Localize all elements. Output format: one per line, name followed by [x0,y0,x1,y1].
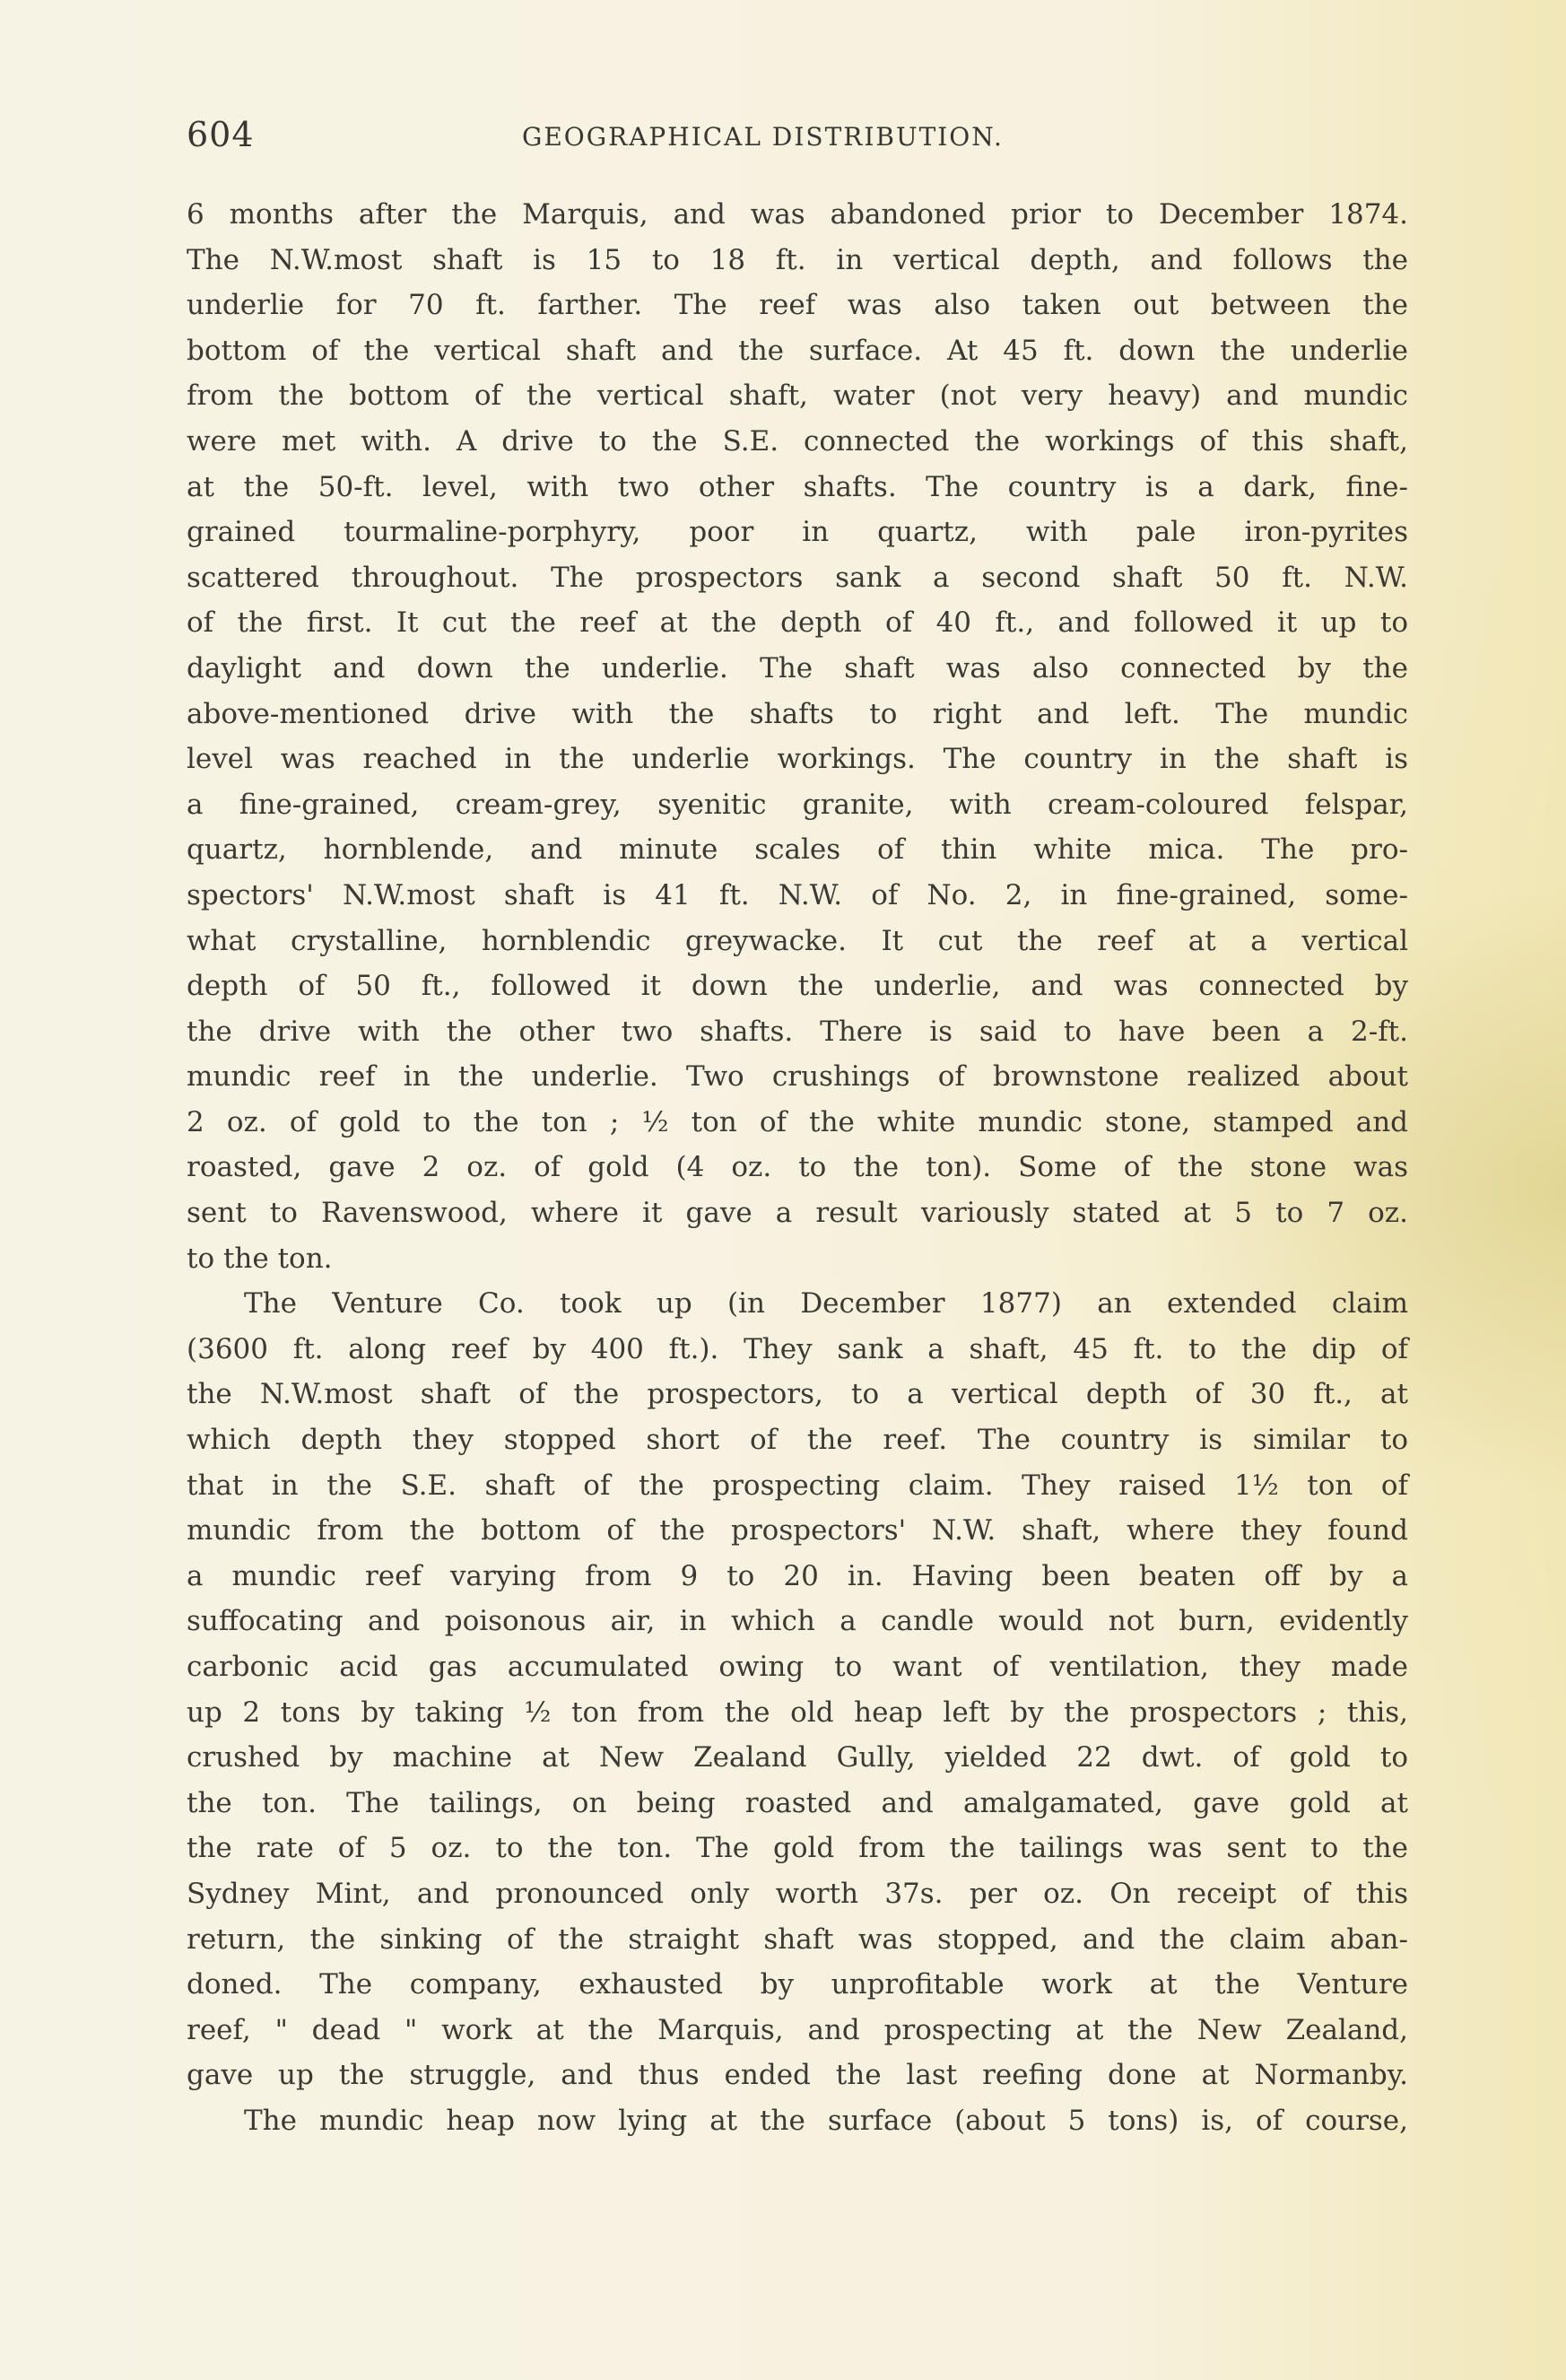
text-line: a mundic reef varying from 9 to 20 in. Having been beaten off by a [187,1559,1408,1592]
running-title: GEOGRAPHICAL DISTRIBUTION. [522,122,1004,152]
text-line: what crystalline, hornblendic greywacke. It cut the reef at a vertical [187,924,1408,957]
text-line: suffocating and poisonous air, in which a candle would not burn, evidently [187,1605,1408,1638]
text-line: scattered throughout. The prospectors sank a second shaft 50 ft. N.W. [187,561,1408,594]
text-line: mundic reef in the underlie. Two crushings of brownstone realized about [187,1060,1408,1094]
text-line: up 2 tons by taking ½ ton from the old heap left by the prospectors ; this, [187,1696,1408,1729]
text-line: the drive with the other two shafts. There is said to have been a 2-ft. [187,1015,1408,1048]
text-line: the N.W.most shaft of the prospectors, to a vertical depth of 30 ft., at [187,1378,1408,1411]
text-line: the ton. The tailings, on being roasted and amalgamated, gave gold at [187,1786,1408,1819]
text-line: level was reached in the underlie workings. The country in the shaft is [187,743,1408,776]
text-line: (3600 ft. along reef by 400 ft.). They sank a shaft, 45 ft. to the dip of [187,1332,1408,1365]
text-line: underlie for 70 ft. farther. The reef was also taken out between the [187,289,1408,322]
text-line: return, the sinking of the straight shaft was stopped, and the claim aban- [187,1922,1408,1956]
text-line: roasted, gave 2 oz. of gold (4 oz. to the ton). Some of the stone was [187,1151,1408,1184]
text-line: which depth they stopped short of the reef. The country is similar to [187,1424,1408,1457]
text-line: quartz, hornblende, and minute scales of thin white mica. The pro- [187,833,1408,867]
text-line: the rate of 5 oz. to the ton. The gold from the tailings was sent to the [187,1832,1408,1865]
text-line: of the first. It cut the reef at the depth of 40 ft., and followed it up to [187,606,1408,640]
text-line: daylight and down the underlie. The shaft was also connected by the [187,651,1408,684]
text-line: sent to Ravenswood, where it gave a result variously stated at 5 to 7 oz. [187,1197,1408,1230]
text-line: Sydney Mint, and pronounced only worth 37s. per oz. On receipt of this [187,1877,1408,1910]
text-line: 6 months after the Marquis, and was abandoned prior to December 1874. [187,198,1408,231]
text-line: spectors' N.W.most shaft is 41 ft. N.W. of No. 2, in fine-grained, some- [187,878,1408,911]
text-line: 2 oz. of gold to the ton ; ½ ton of the white mundic stone, stamped and [187,1105,1408,1138]
text-line: above-mentioned drive with the shafts to right and left. The mundic [187,697,1408,730]
text-line: grained tourmaline-porphyry, poor in quartz, with pale iron-pyrites [187,516,1408,549]
text-line: reef, " dead " work at the Marquis, and prospecting at the New Zealand, [187,2013,1408,2046]
text-line: mundic from the bottom of the prospectors' N.W. shaft, where they found [187,1514,1408,1547]
text-line: at the 50-ft. level, with two other shafts. The country is a dark, fine- [187,470,1408,503]
text-line: depth of 50 ft., followed it down the underlie, and was connected by [187,970,1408,1003]
page-number: 604 [187,115,255,154]
text-line: crushed by machine at New Zealand Gully, yielded 22 dwt. of gold to [187,1741,1408,1774]
text-line: gave up the struggle, and thus ended the last reefing done at Normanby. [187,2059,1408,2092]
text-line: bottom of the vertical shaft and the surface. At 45 ft. down the underlie [187,334,1408,367]
text-line: doned. The company, exhausted by unprofitable work at the Venture [187,1968,1408,2001]
text-line: were met with. A drive to the S.E. connected the workings of this shaft, [187,424,1408,458]
text-line: The mundic heap now lying at the surface (about 5 tons) is, of course, [244,2104,1408,2137]
text-line: to the ton. [187,1242,333,1275]
text-line: a fine-grained, cream-grey, syenitic granite, with cream-coloured felspar, [187,788,1408,821]
text-line: from the bottom of the vertical shaft, water (not very heavy) and mundic [187,379,1408,413]
text-line: The N.W.most shaft is 15 to 18 ft. in vertical depth, and follows the [187,243,1408,276]
text-line: The Venture Co. took up (in December 1877) an extended claim [244,1287,1408,1321]
running-header [187,115,1424,165]
text-line: that in the S.E. shaft of the prospecting claim. They raised 1½ ton of [187,1469,1408,1502]
text-line: carbonic acid gas accumulated owing to want of ventilation, they made [187,1651,1408,1683]
body-text [187,192,1408,2144]
